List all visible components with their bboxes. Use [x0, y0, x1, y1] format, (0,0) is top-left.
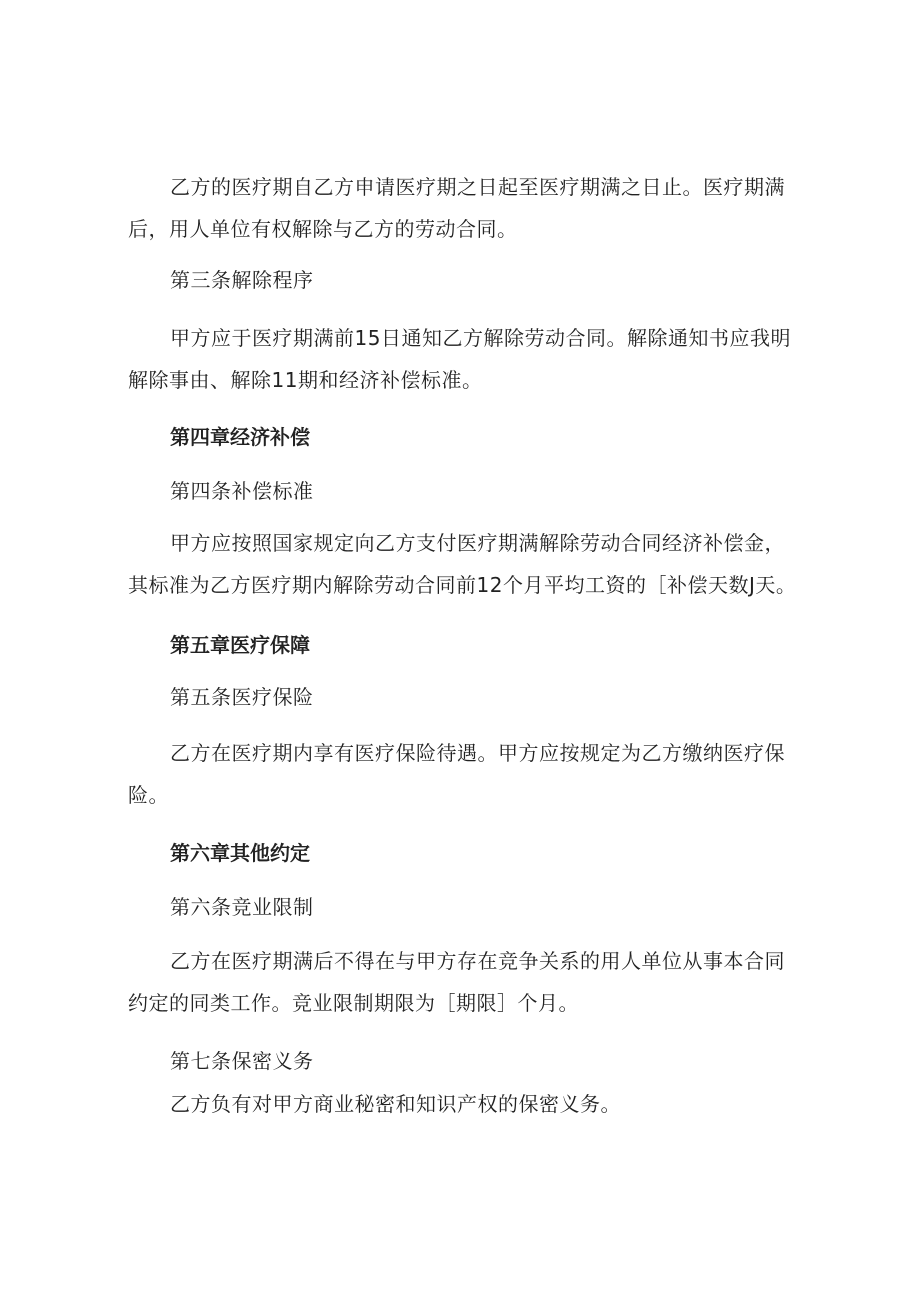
paragraph-line: 甲方应按照国家规定向乙方支付医疗期满解除劳动合同经济补偿金， — [170, 531, 785, 555]
paragraph-line: 后，用人单位有权解除与乙方的劳动合同。 — [128, 217, 518, 241]
article-title-text: 第七条保密义务 — [170, 1049, 314, 1073]
paragraph-line: 险。 — [128, 783, 169, 807]
paragraph-line: 乙方负有对甲方商业秘密和知识产权的保密义务。 — [170, 1092, 621, 1116]
article-7-title — [128, 1040, 788, 1082]
paragraph-line: 其标准为乙方医疗期内解除劳动合同前12个月平均工资的［补偿天数J天。 — [128, 573, 797, 597]
paragraph-line: 乙方在医疗期内享有医疗保险待遇。甲方应按规定为乙方缴纳医疗保 — [170, 741, 785, 765]
chapter-5-title — [128, 624, 788, 666]
article-title-text: 第三条解除程序 — [170, 268, 314, 292]
article-6-title — [128, 886, 788, 928]
chapter-title-text: 第六章其他约定 — [170, 841, 310, 865]
paragraph-termination-procedure — [128, 317, 791, 401]
article-title-text: 第五条医疗保险 — [170, 685, 314, 709]
chapter-title-text: 第五章医疗保障 — [170, 633, 310, 657]
article-title-text: 第四条补偿标准 — [170, 479, 314, 503]
chapter-4-title — [128, 416, 788, 458]
paragraph-non-compete — [128, 940, 788, 1024]
chapter-6-title — [128, 832, 788, 874]
paragraph-medical-period — [128, 166, 788, 250]
article-3-title — [128, 259, 788, 301]
paragraph-line: 乙方在医疗期满后不得在与甲方存在竞争关系的用人单位从事本合同 — [170, 949, 785, 973]
paragraph-line: 约定的同类工作。竞业限制期限为［期限］个月。 — [128, 991, 579, 1015]
paragraph-line: 甲方应于医疗期满前15日通知乙方解除劳动合同。解除通知书应我明 — [170, 326, 791, 350]
chapter-title-text: 第四章经济补偿 — [170, 425, 310, 449]
paragraph-medical-insurance — [128, 732, 788, 816]
paragraph-line: 乙方的医疗期自乙方申请医疗期之日起至医疗期满之日止。医疗期满 — [170, 175, 785, 199]
article-5-title — [128, 676, 788, 718]
article-title-text: 第六条竞业限制 — [170, 895, 314, 919]
paragraph-line: 解除事由、解除11期和经济补偿标准。 — [128, 368, 483, 392]
article-4-title — [128, 470, 788, 512]
paragraph-compensation — [128, 522, 797, 606]
paragraph-confidentiality — [128, 1083, 788, 1125]
